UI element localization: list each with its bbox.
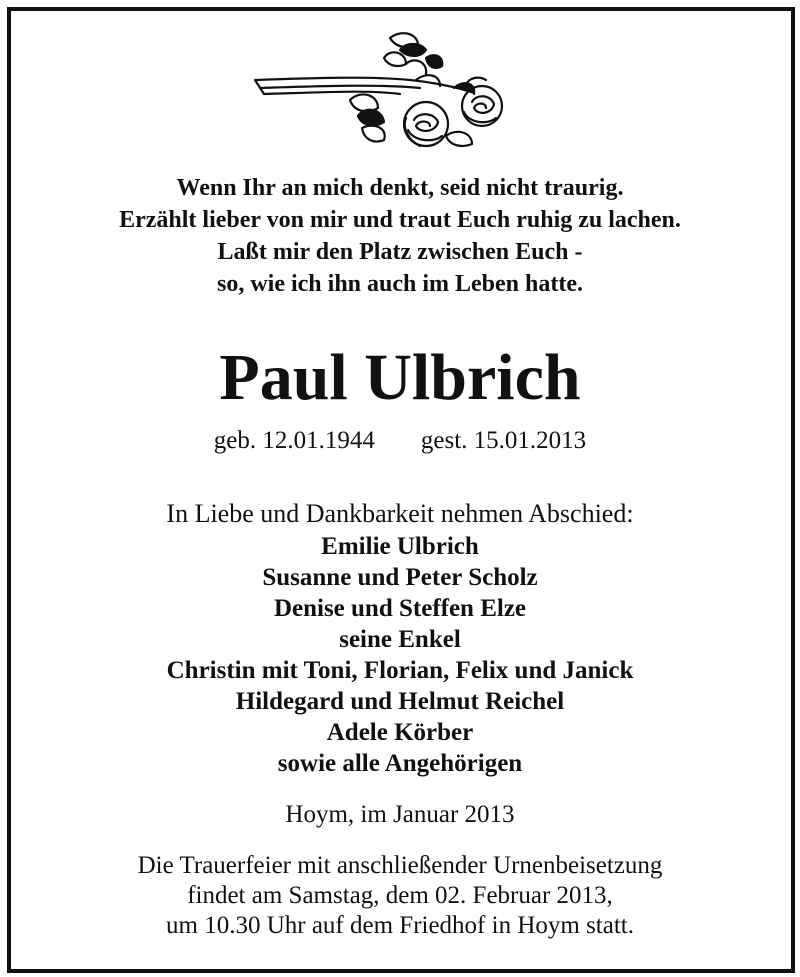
service-info (0, 851, 800, 941)
service-line: um 10.30 Uhr auf dem Friedhof in Hoym statt. (166, 912, 634, 939)
mourner: Hildegard und Helmut Reichel (235, 688, 565, 715)
mourner: Christin mit Toni, Florian, Felix und Janick (166, 657, 634, 684)
mourners-list (0, 531, 800, 779)
service-line: Die Trauerfeier mit anschließender Urnenbeisetzung (137, 852, 663, 879)
poem-line: Laßt mir den Platz zwischen Euch - (217, 239, 583, 265)
mourner: Adele Körber (326, 719, 474, 746)
poem-line: Erzählt lieber von mir und traut Euch ruhig zu lachen. (119, 207, 681, 233)
mourner: Denise und Steffen Elze (273, 595, 527, 622)
service-line: findet am Samstag, dem 02. Februar 2013, (187, 882, 613, 909)
mourner: sowie alle Angehörigen (277, 750, 523, 777)
life-dates (0, 424, 800, 458)
mourner: Emilie Ulbrich (321, 533, 479, 560)
mourner: seine Enkel (339, 626, 461, 653)
mourner: Susanne und Peter Scholz (262, 564, 538, 591)
farewell-intro: In Liebe und Dankbarkeit nehmen Abschied: (166, 499, 634, 528)
birth-date: geb. 12.01.1944 (213, 427, 375, 454)
place-date: Hoym, im Januar 2013 (285, 801, 515, 828)
poem (0, 172, 800, 300)
deceased-name: Paul Ulbrich (219, 341, 581, 414)
death-date: gest. 15.01.2013 (420, 427, 587, 454)
rose-icon (250, 28, 526, 152)
poem-line: so, wie ich ihn auch im Leben hatte. (216, 271, 584, 297)
poem-line: Wenn Ihr an mich denkt, seid nicht traurig. (176, 175, 624, 201)
